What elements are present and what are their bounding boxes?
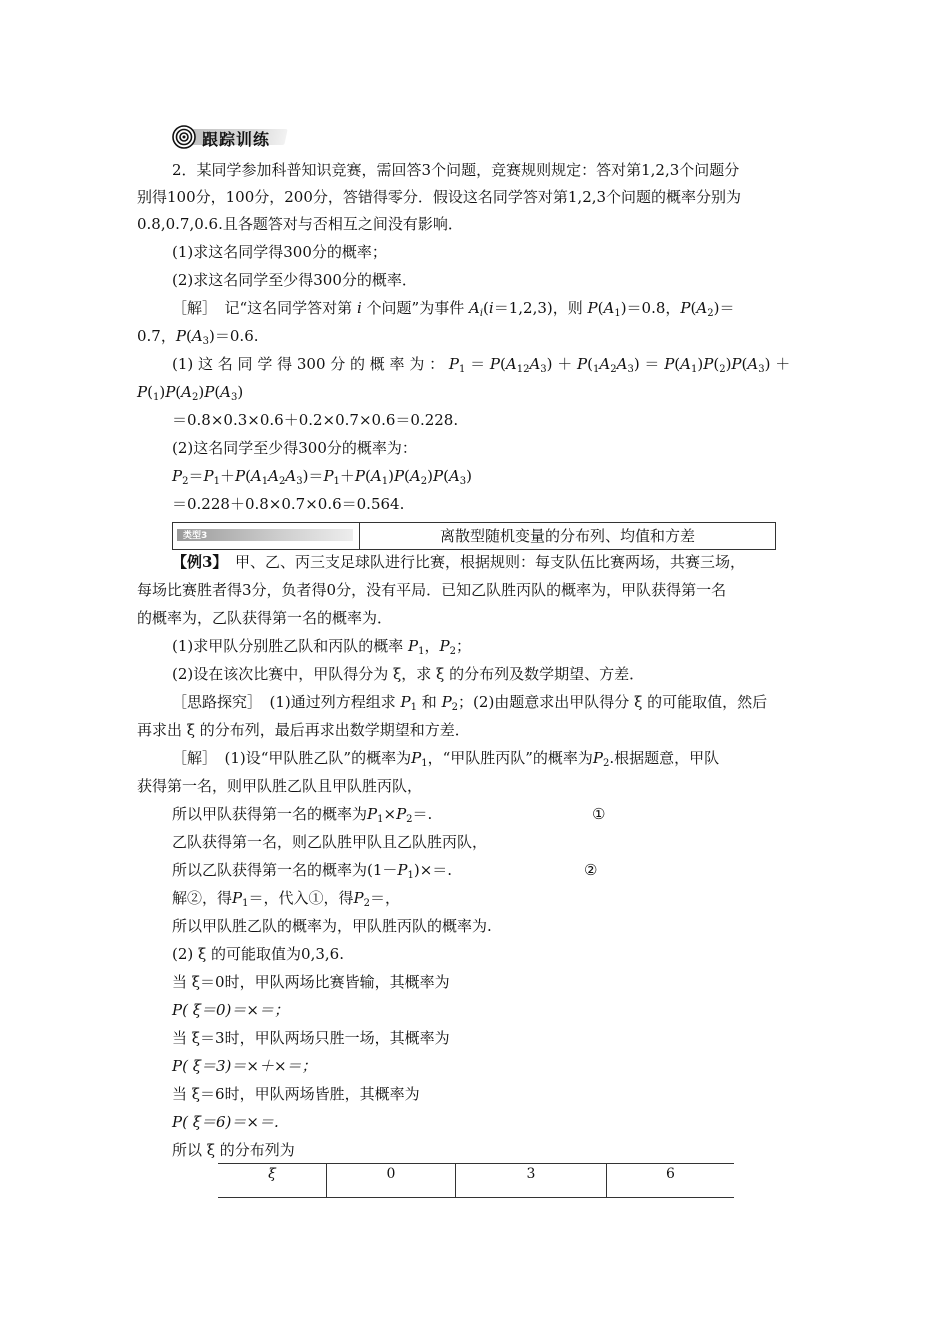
section-tag-cell bbox=[173, 523, 360, 549]
text-seg: ＝，代入①，得 bbox=[248, 889, 354, 907]
text-seg: 0.7， bbox=[137, 327, 176, 345]
text-seg: ［解］ (1)设“甲队胜乙队”的概率为 bbox=[172, 749, 412, 767]
section-badge bbox=[172, 125, 286, 149]
example3-sol-line7: 所以甲队胜乙队的概率为，甲队胜丙队的概率为. bbox=[172, 917, 492, 935]
section-tag-label: 类型3 bbox=[183, 531, 208, 541]
text-seg: ( bbox=[597, 299, 604, 317]
text-seg: ( bbox=[690, 299, 697, 317]
problem2-p1-calc: ＝0.8×0.3×0.6＋0.2×0.7×0.6＝0.228. bbox=[172, 411, 459, 429]
problem2-p2-text: (2)这名同学至少得300分的概率为： bbox=[172, 439, 417, 457]
problem2-p1-line: (1) 这 名 同 学 得 300 分 的 概 率 为 ： $P_1 = P(A_{12}A_3) + P(_1A_2A_3) = P(A_1)P(_2)P(A_3)$ ＋ bbox=[172, 355, 791, 375]
text-seg: .根据题意，甲队 bbox=[609, 749, 720, 767]
example3-line3: 的概率为，乙队获得第一名的概率为． bbox=[137, 609, 393, 627]
problem2-solution-line2: 0.7，$P(A_3)=0.6$. bbox=[137, 327, 259, 347]
text-seg: 解②，得 bbox=[172, 889, 233, 907]
text-seg: 所以甲队获得第一名的概率为 bbox=[172, 805, 368, 823]
example3-label: 【例3】 bbox=[172, 553, 220, 571]
problem2-question1: (1)求这名同学得300分的概率； bbox=[172, 243, 387, 261]
problem2-solution-line1: ［解］ 记“这名同学答对第 i 个问题”为事件 $A_i(i=1,2,3)$，则 $P(A_1)=0.8$，$P(A_2)=$ bbox=[172, 299, 735, 319]
example3-sol-line15: 所以 ξ 的分布列为 bbox=[172, 1141, 295, 1159]
section-tag bbox=[177, 529, 353, 541]
table-row bbox=[218, 1164, 734, 1198]
distribution-table bbox=[218, 1163, 734, 1198]
section-title: 离散型随机变量的分布列、均值和方差 bbox=[439, 527, 695, 545]
text-seg: ＝1,2,3)，则 bbox=[493, 299, 583, 317]
text-seg: )＝0.6. bbox=[209, 327, 259, 345]
problem2-p2-formula: $P_2=P_1+P(A_1A_2A_3)=P_1+P(A_1)P(A_2)P(A_3)$ bbox=[172, 467, 473, 487]
example3-sol-line2: 获得第一名，则甲队胜乙队且甲队胜丙队， bbox=[137, 777, 423, 795]
text-seg: ( bbox=[185, 327, 192, 345]
target-icon bbox=[172, 125, 196, 149]
table-cell-0: 0 bbox=[327, 1164, 456, 1198]
example3-line1 bbox=[172, 552, 745, 572]
text-seg: 个问题”为事件 bbox=[366, 299, 465, 317]
example3-hint-line2: 再求出 ξ 的分布列，最后再求出数学期望和方差． bbox=[137, 721, 470, 739]
example3-sol-line5: 所以乙队获得第一名的概率为$(1-P_1)\times=$. bbox=[172, 861, 453, 881]
example3-sol-line11: 当 ξ＝3时，甲队两场只胜一场，其概率为 bbox=[172, 1029, 450, 1047]
example3-question2: (2)设在该次比赛中，甲队得分为 ξ，求 ξ 的分布列及数学期望、方差． bbox=[172, 665, 645, 683]
example3-sol-line1: ［解］ (1)设“甲队胜乙队”的概率为$P_1$，“甲队胜丙队”的概率为$P_2$.根据题意，甲队 bbox=[172, 749, 720, 769]
table-cell-xi: ξ bbox=[218, 1164, 327, 1198]
problem2-line3: 0.8,0.7,0.6.且各题答对与否相互之间没有影响． bbox=[137, 215, 463, 233]
text-seg: )×＝. bbox=[413, 861, 453, 879]
example3-line2: 每场比赛胜者得3分，负者得0分，没有平局．已知乙队胜丙队的概率为，甲队获得第一名 bbox=[137, 581, 727, 599]
text-seg: ［思路探究］ (1)通过列方程组求 bbox=[172, 693, 396, 711]
example3-sol-line12: P( ξ＝3)＝×＋×＝； bbox=[172, 1057, 317, 1075]
example3-sol-line6: 解②，得$P_1=$，代入①，得$P_2=$， bbox=[172, 889, 400, 909]
text-seg: 甲、乙、丙三支足球队进行比赛，根据规则：每支队伍比赛两场，共赛三场， bbox=[219, 553, 745, 571]
example3-sol-line8: (2) ξ 的可能取值为0,3,6. bbox=[172, 945, 344, 963]
text-seg: ，“甲队胜丙队”的概率为 bbox=[427, 749, 593, 767]
section-header bbox=[172, 522, 776, 550]
equation-mark-1: ① bbox=[592, 805, 606, 823]
text-seg: 和 bbox=[421, 693, 437, 711]
text-seg: (1) 这 名 同 学 得 300 分 的 概 率 为 ： bbox=[172, 355, 445, 373]
text-seg: ；(2)由题意求出甲队得分 ξ 的可能取值，然后 bbox=[458, 693, 768, 711]
text-seg: (1)求甲队分别胜乙队和丙队的概率 bbox=[172, 637, 404, 655]
problem2-line1: 2．某同学参加科普知识竞赛，需回答3个问题，竞赛规则规定：答对第1,2,3个问题分 bbox=[172, 161, 740, 179]
example3-sol-line10: P( ξ＝0)＝×＝； bbox=[172, 1001, 289, 1019]
text-seg: ( bbox=[147, 383, 153, 401]
equation-mark-2: ② bbox=[584, 861, 598, 879]
problem2-line2: 别得100分，100分，200分，答错得零分．假设这名同学答对第1,2,3个问题的概率分别为 bbox=[137, 188, 742, 206]
problem2-p1-line2: $P(_1)P(A_2)P(A_3)$ bbox=[137, 383, 244, 403]
example3-hint-line1: ［思路探究］ (1)通过列方程组求 $P_1$ 和 $P_2$；(2)由题意求出甲队得分 ξ 的可能取值，然后 bbox=[172, 693, 768, 713]
example3-sol-line3: 所以甲队获得第一名的概率为$P_1\times P_2=$. bbox=[172, 805, 433, 825]
badge-label: 跟踪训练 bbox=[202, 130, 271, 149]
example3-sol-line4: 乙队获得第一名，则乙队胜甲队且乙队胜丙队， bbox=[172, 833, 488, 851]
example3-sol-line14: P( ξ＝6)＝×＝. bbox=[172, 1113, 279, 1131]
example3-question1: (1)求甲队分别胜乙队和丙队的概率 $P_1$，$P_2$； bbox=[172, 637, 471, 657]
problem2-question2: (2)求这名同学至少得300分的概率． bbox=[172, 271, 417, 289]
text-seg: ［解］ 记“这名同学答对第 bbox=[172, 299, 353, 317]
table-cell-3: 3 bbox=[456, 1164, 607, 1198]
text-seg: )＝ bbox=[713, 299, 735, 317]
text-seg: )＝0.8， bbox=[620, 299, 681, 317]
example3-sol-line13: 当 ξ＝6时，甲队两场皆胜，其概率为 bbox=[172, 1085, 420, 1103]
table-cell-6: 6 bbox=[607, 1164, 735, 1198]
text-seg: ＝， bbox=[369, 889, 400, 907]
problem2-p2-calc: ＝0.228＋0.8×0.7×0.6＝0.564. bbox=[172, 495, 405, 513]
text-seg: ＝. bbox=[412, 805, 433, 823]
text-seg: 所以乙队获得第一名的概率为(1－ bbox=[172, 861, 398, 879]
text-seg: ( bbox=[483, 299, 489, 317]
example3-sol-line9: 当 ξ＝0时，甲队两场比赛皆输，其概率为 bbox=[172, 973, 450, 991]
